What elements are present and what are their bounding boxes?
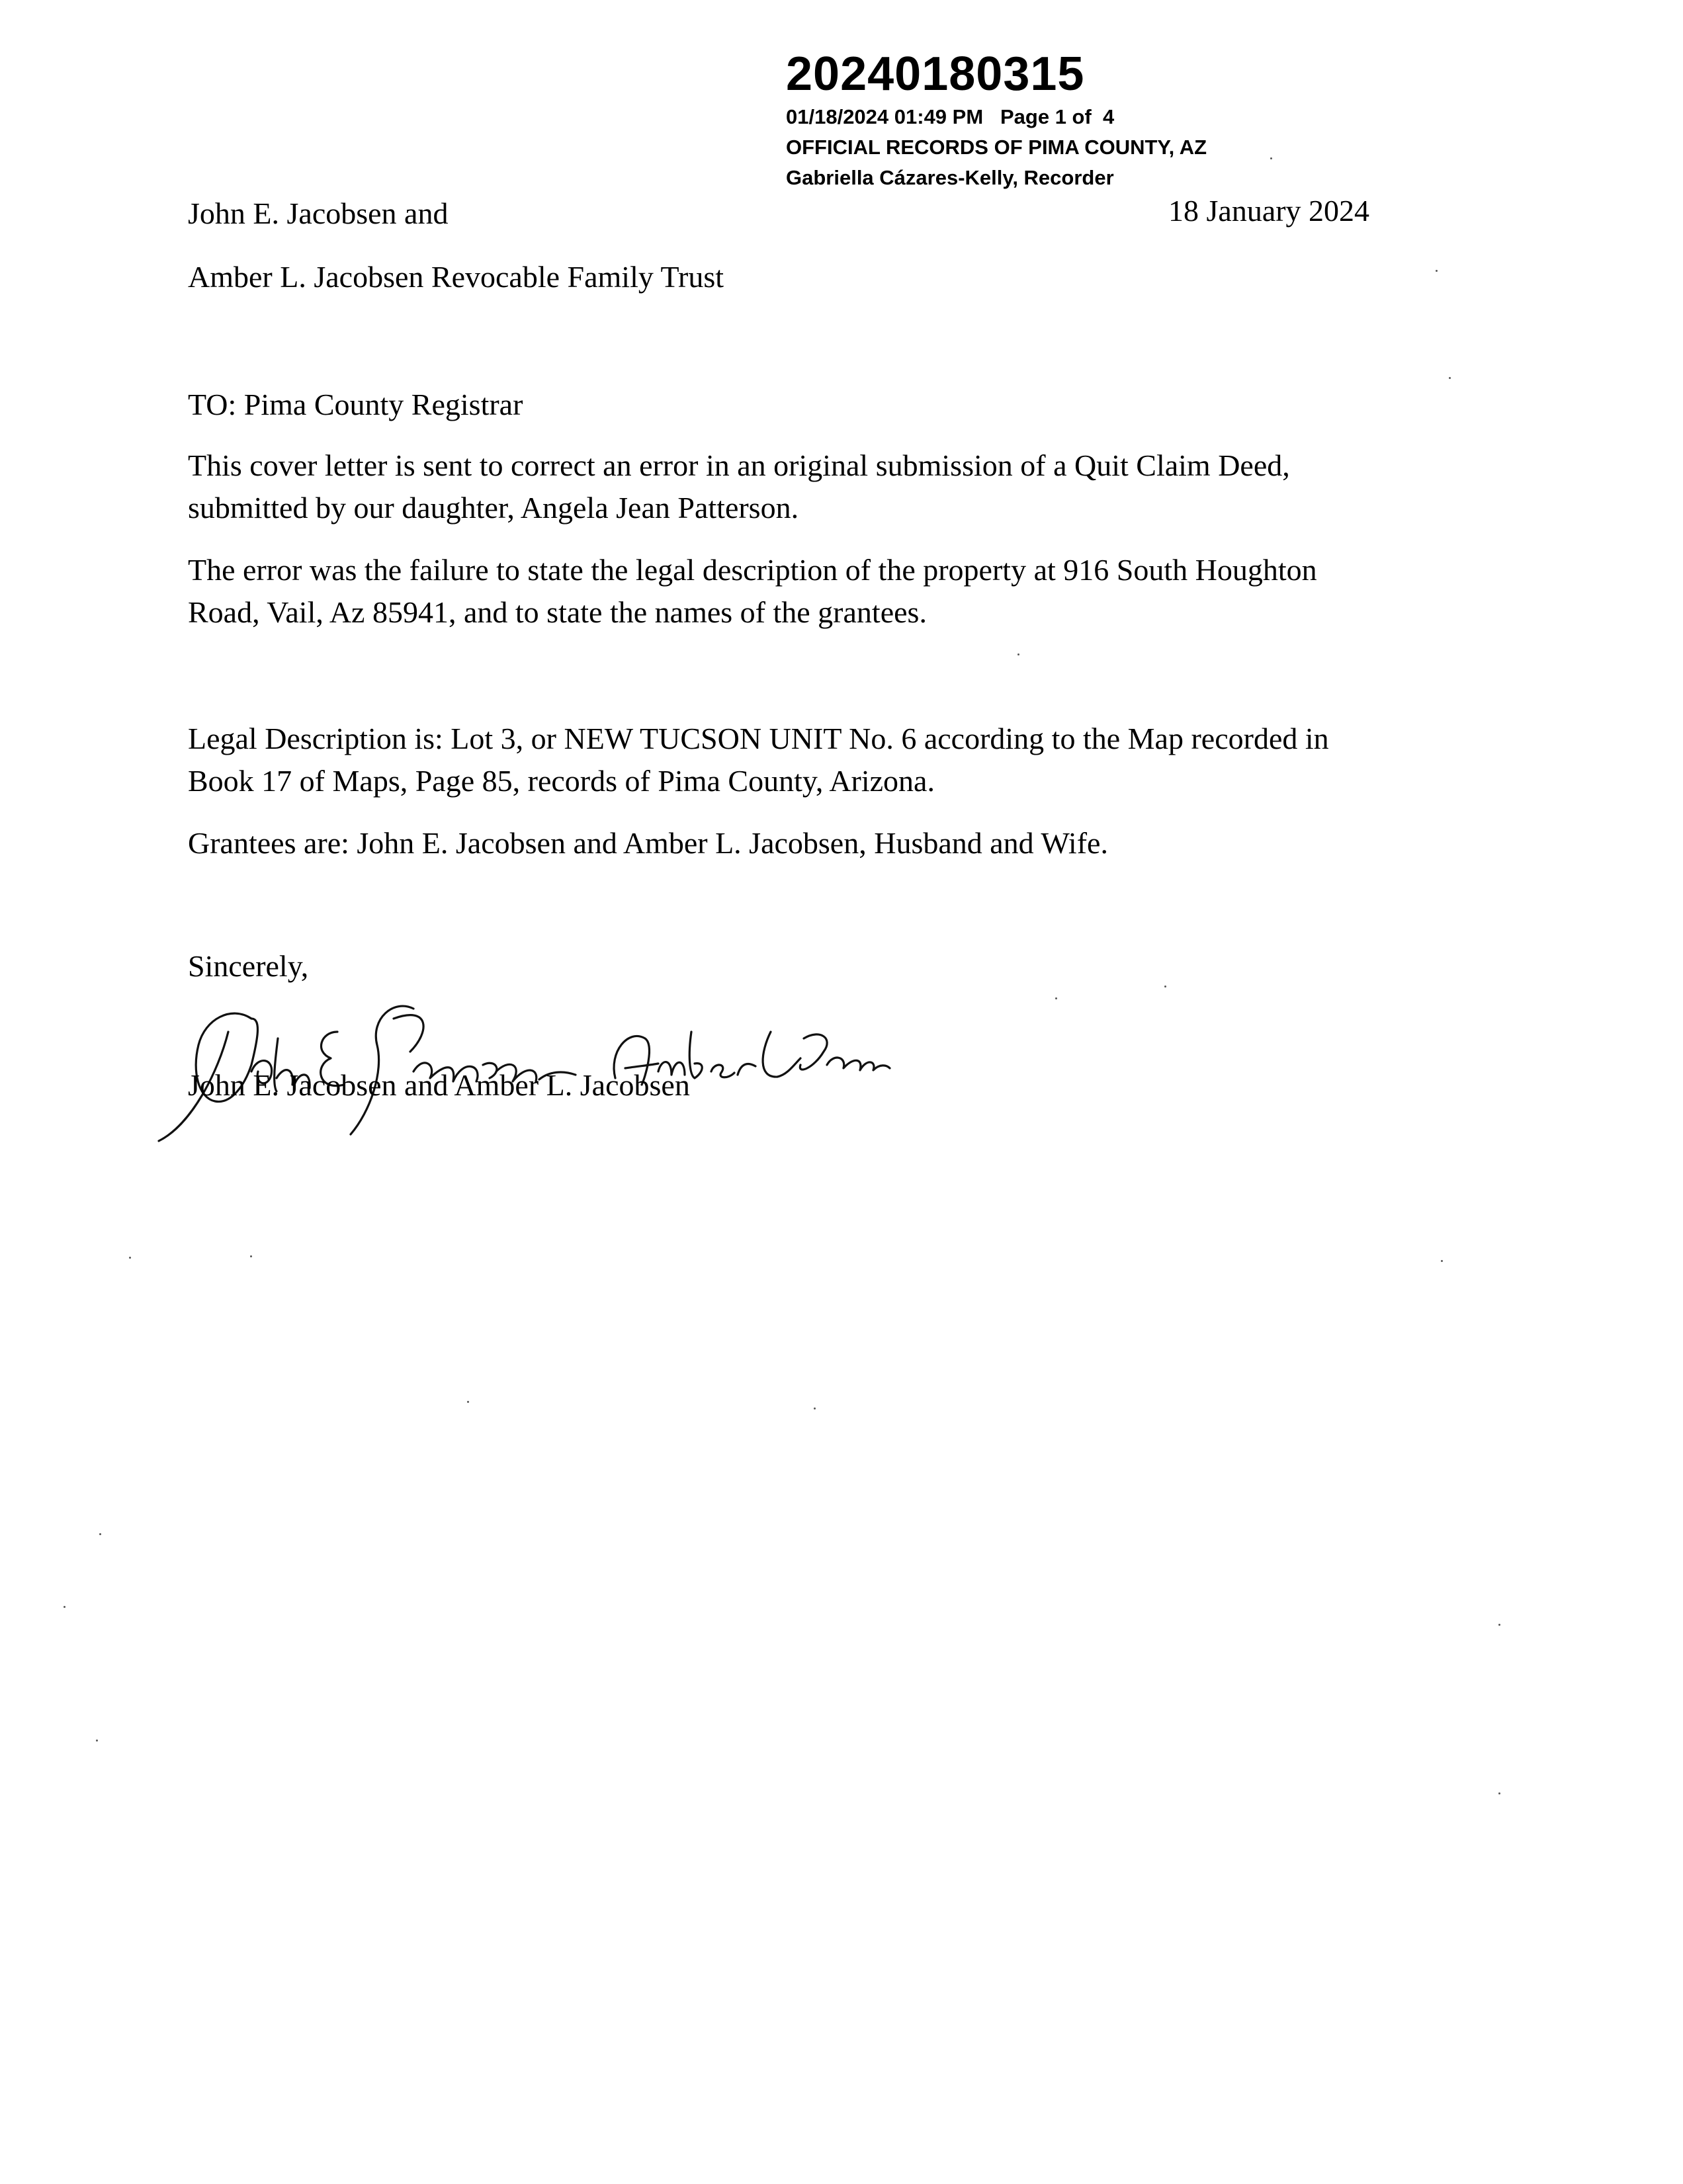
paragraph-2-line-1: The error was the failure to state the legal description of the property at 916 South Houghton <box>188 553 1317 587</box>
scan-speck <box>99 1533 101 1535</box>
scan-speck <box>1449 377 1451 379</box>
scan-speck <box>250 1255 252 1257</box>
scan-speck <box>1017 653 1019 655</box>
sender-line-2: Amber L. Jacobsen Revocable Family Trust <box>188 260 724 294</box>
scan-speck <box>129 1257 131 1259</box>
addressee-line: TO: Pima County Registrar <box>188 388 523 421</box>
scan-speck <box>1441 1260 1443 1262</box>
legal-description-line-1: Legal Description is: Lot 3, or NEW TUCSON UNIT No. 6 according to the Map recorded in <box>188 722 1329 755</box>
closing-salutation: Sincerely, <box>188 949 309 983</box>
scan-speck <box>1436 270 1438 272</box>
scan-speck <box>467 1401 469 1403</box>
document-number: 20240180315 <box>786 48 1085 101</box>
scan-speck <box>96 1740 98 1742</box>
paragraph-1-line-1: This cover letter is sent to correct an error in an original submission of a Quit Claim Deed, <box>188 448 1290 482</box>
scan-speck <box>1164 986 1166 987</box>
recording-datetime-page: 01/18/2024 01:49 PM Page 1 of 4 <box>786 105 1115 128</box>
sender-line-1: John E. Jacobsen and <box>188 196 449 230</box>
letter-date: 18 January 2024 <box>1168 194 1370 228</box>
legal-description-line-2: Book 17 of Maps, Page 85, records of Pima County, Arizona. <box>188 764 935 798</box>
scan-speck <box>64 1606 65 1608</box>
recorder-name: Gabriella Cázares-Kelly, Recorder <box>786 166 1114 189</box>
paragraph-1-line-2: submitted by our daughter, Angela Jean Patterson. <box>188 491 799 525</box>
scan-speck <box>1498 1624 1500 1626</box>
scan-speck <box>1498 1792 1500 1794</box>
scan-speck <box>1270 157 1272 159</box>
scan-speck <box>1055 997 1057 999</box>
recording-stamp <box>786 46 1207 193</box>
recording-office: OFFICIAL RECORDS OF PIMA COUNTY, AZ <box>786 136 1207 159</box>
paragraph-2-line-2: Road, Vail, Az 85941, and to state the names of the grantees. <box>188 595 927 629</box>
signatory-name: John E. Jacobsen and Amber L. Jacobsen <box>188 1068 690 1102</box>
grantees-line: Grantees are: John E. Jacobsen and Amber L. Jacobsen, Husband and Wife. <box>188 826 1108 860</box>
scan-speck <box>814 1407 816 1409</box>
